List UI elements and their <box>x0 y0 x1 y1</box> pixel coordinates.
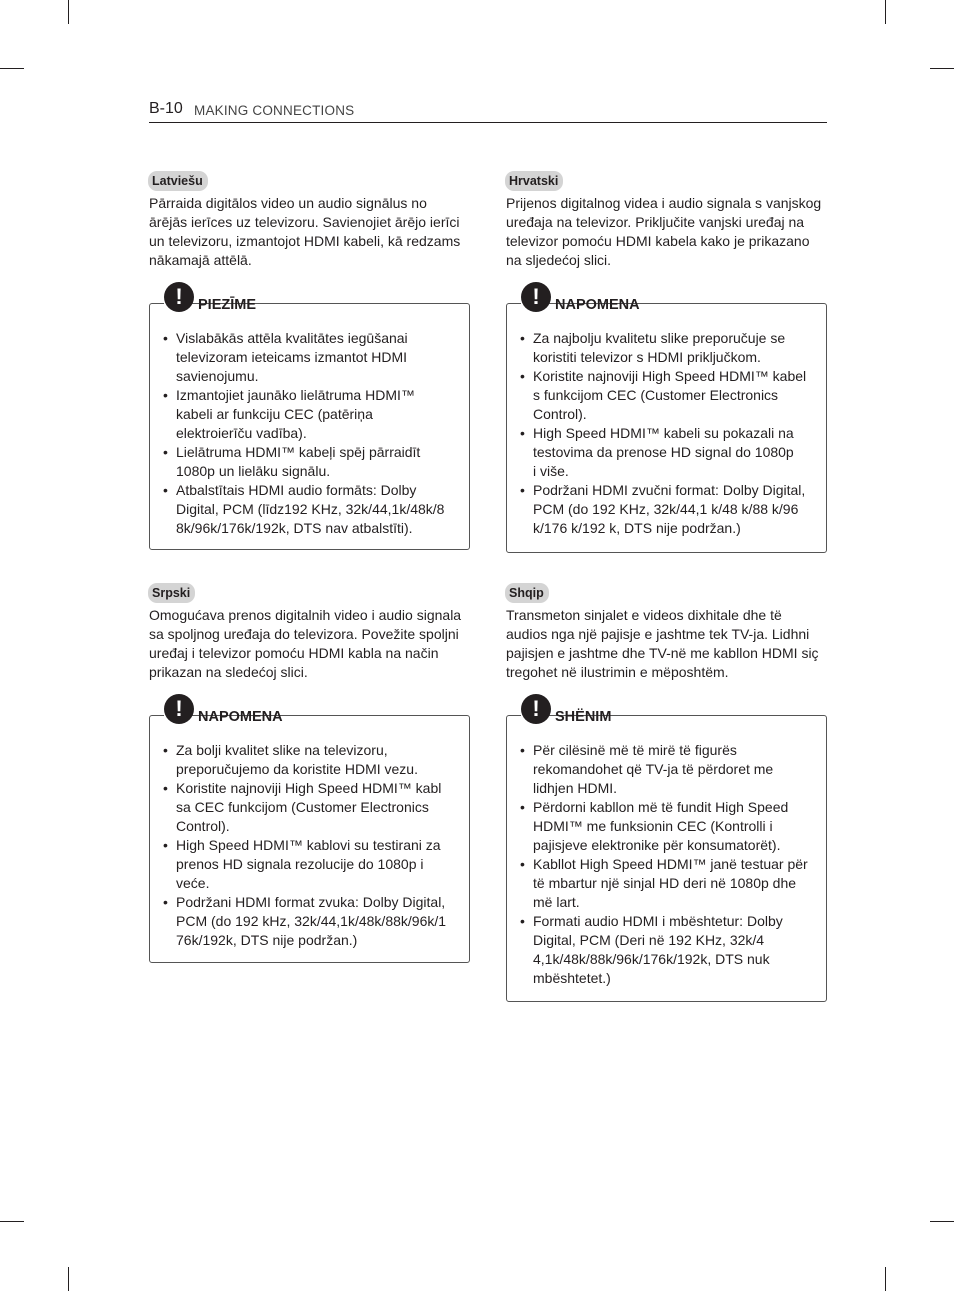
crop-mark <box>68 0 69 24</box>
language-label: Hrvatski <box>505 171 563 191</box>
page-header <box>149 100 827 123</box>
page-number: B-10 <box>149 100 183 117</box>
note-box <box>149 284 470 550</box>
note-header <box>164 694 283 734</box>
intro-text: Pārraida digitālos video un audio signālus no ārējās ierīces uz televizoru. Savienojiet ārējo ierīci un televizoru, izmantojot HDMI kabeli, kā redzams nākamajā attēlā. <box>149 195 461 268</box>
note-title: NAPOMENA <box>555 297 640 313</box>
list-item: • Për cilësinë më të mirë të figurës rekomandohet që TV-ja të përdoret me lidhjen HDMI. <box>520 741 818 798</box>
note-list <box>507 716 826 996</box>
section-hrvatski <box>506 171 827 270</box>
list-item: • Za najbolju kvalitetu slike preporučuje se koristiti televizor s HDMI priključkom. <box>520 329 818 367</box>
note-list <box>507 304 826 546</box>
list-item: • Formati audio HDMI i mbështetur: Dolby Digital, PCM (Deri në 192 KHz, 32k/4 4,1k/48k/88k/96k/176k/192k, DTS nuk mbështetet.) <box>520 912 818 988</box>
page-header-title: MAKING CONNECTIONS <box>194 103 355 118</box>
crop-mark <box>885 1267 886 1291</box>
list-item: • Koristite najnoviji High Speed HDMI™ kabl sa CEC funkcijom (Customer Electronics Control). <box>163 779 461 836</box>
note-list <box>150 716 469 958</box>
exclamation-icon: ! <box>521 282 551 312</box>
note-list <box>150 304 469 546</box>
exclamation-icon: ! <box>164 282 194 312</box>
language-label: Latviešu <box>148 171 208 191</box>
section-srpski <box>149 583 470 682</box>
language-label: Srpski <box>148 583 195 603</box>
list-item: • Kabllot High Speed HDMI™ janë testuar për të mbartur një sinjal HD deri në 1080p dhe më lart. <box>520 855 818 912</box>
list-item: • Përdorni kabllon më të fundit High Speed HDMI™ me funksionin CEC (Kontrolli i pajisjeve elektronike për konsumatorët). <box>520 798 818 855</box>
crop-mark <box>930 1221 954 1222</box>
list-item: • High Speed HDMI™ kabeli su pokazali na testovima da prenose HD signal do 1080p i više. <box>520 424 818 481</box>
exclamation-icon: ! <box>164 694 194 724</box>
list-item: • Podržani HDMI format zvuka: Dolby Digital, PCM (do 192 kHz, 32k/44,1k/48k/88k/96k/1 76k/192k, DTS nije podržan.) <box>163 893 461 950</box>
crop-mark <box>885 0 886 24</box>
note-box <box>506 696 827 1002</box>
note-box <box>506 284 827 553</box>
list-item: • Lielātruma HDMI™ kabeļi spēj pārraidīt 1080p un lielāku signālu. <box>163 443 461 481</box>
intro-text: Omogućava prenos digitalnih video i audio signala sa spoljnog uređaja do televizora. Povežite spoljni uređaj i televizor pomoću HDMI kabla na način prikazan na sledećoj slici. <box>149 607 462 680</box>
list-item: • Podržani HDMI zvučni format: Dolby Digital, PCM (do 192 KHz, 32k/44,1 k/48 k/88 k/96 k/176 k/192 k, DTS nije podržan.) <box>520 481 818 538</box>
crop-mark <box>930 68 954 69</box>
note-title: PIEZĪME <box>198 297 257 313</box>
section-latviesu <box>149 171 470 270</box>
note-header <box>164 282 257 322</box>
list-item: • Za bolji kvalitet slike na televizoru, preporučujemo da koristite HDMI vezu. <box>163 741 461 779</box>
list-item: • Atbalstītais HDMI audio formāts: Dolby Digital, PCM (līdz192 KHz, 32k/44,1k/48k/8 8k/96k/176k/192k, DTS nav atbalstīti). <box>163 481 461 538</box>
section-shqip <box>506 583 827 682</box>
list-item: • Koristite najnoviji High Speed HDMI™ kabel s funkcijom CEC (Customer Electronics Control). <box>520 367 818 424</box>
crop-mark <box>68 1267 69 1291</box>
exclamation-icon: ! <box>521 694 551 724</box>
note-header <box>521 694 612 734</box>
intro-text: Prijenos digitalnog videa i audio signala s vanjskog uređaja na televizor. Priključite vanjski uređaj na televizor pomoću HDMI kabela kako je prikazano na sljedećoj slici. <box>506 195 822 268</box>
list-item: • High Speed HDMI™ kablovi su testirani za prenos HD signala rezolucije do 1080p i veće. <box>163 836 461 893</box>
crop-mark <box>0 1221 24 1222</box>
list-item: • Vislabākās attēla kvalitātes iegūšanai televizoram ieteicams izmantot HDMI savienojumu. <box>163 329 461 386</box>
crop-mark <box>0 68 24 69</box>
note-header <box>521 282 640 322</box>
list-item: • Izmantojiet jaunāko lielātruma HDMI™ kabeli ar funkciju CEC (patēriņa elektroierīču vadība). <box>163 386 461 443</box>
note-title: NAPOMENA <box>198 709 283 725</box>
language-label: Shqip <box>505 583 549 603</box>
note-box <box>149 696 470 963</box>
note-title: SHËNIM <box>555 709 612 725</box>
intro-text: Transmeton sinjalet e videos dixhitale dhe të audios nga një pajisje e jashtme tek TV-ja. Lidhni pajisjen e jashtme dhe TV-në me kabllon HDMI siç tregohet në ilustrimin e mëposhtëm. <box>506 607 819 680</box>
